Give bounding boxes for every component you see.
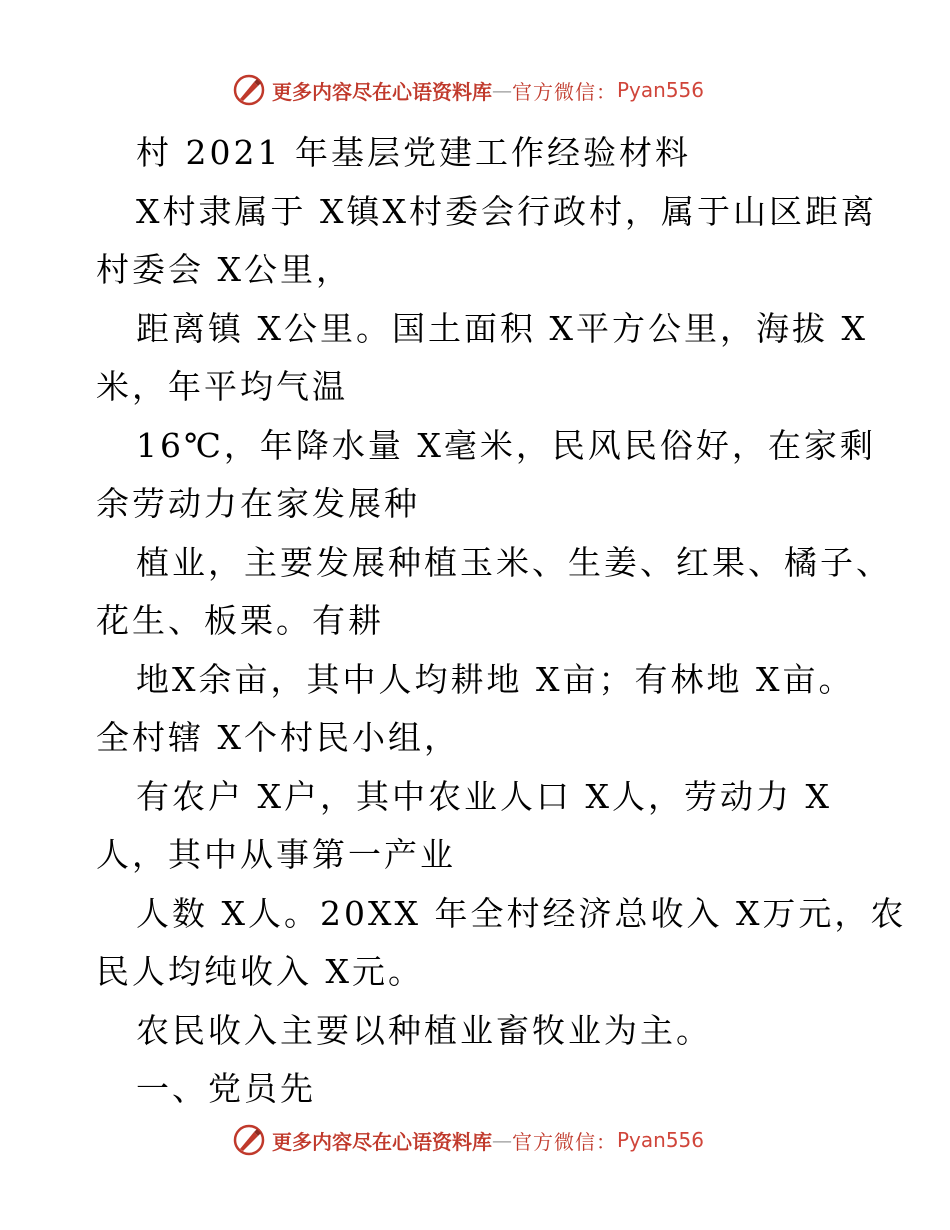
banner-main-text: 更多内容尽在心语资料库 [272, 1129, 492, 1154]
banner-handle: Pyan556 [617, 1128, 705, 1152]
paragraph-line: 全村辖 X个村民小组， [96, 718, 460, 757]
header-banner [232, 70, 704, 110]
banner-sub-text: 官方微信： [512, 79, 617, 104]
banner-main-text: 更多内容尽在心语资料库 [272, 79, 492, 104]
paragraph-line: 有农户 X户，其中农业人口 X人，劳动力 X [136, 776, 832, 816]
paragraph-line: 村委会 X公里， [96, 250, 352, 289]
document-body [96, 124, 907, 1119]
pen-logo-icon [232, 1123, 266, 1157]
paragraph-line: 人数 X人。20XX 年全村经济总收入 X万元，农 [136, 893, 907, 933]
paragraph-line: 余劳动力在家发展种 [96, 484, 420, 523]
paragraph-line: 地X余亩，其中人均耕地 X亩；有林地 X亩。 [136, 659, 855, 699]
paragraph-line: 米，年平均气温 [96, 367, 348, 406]
banner-handle: Pyan556 [617, 78, 705, 102]
paragraph-line: 植业，主要发展种植玉米、生姜、红果、橘子、 [136, 542, 892, 582]
paragraph-line: 16℃，年降水量 X毫米，民风民俗好，在家剩 [136, 425, 876, 465]
paragraph-line: X村隶属于 X镇X村委会行政村，属于山区距离 [136, 191, 877, 231]
paragraph-line: 距离镇 X公里。国土面积 X平方公里，海拔 X [136, 308, 868, 348]
pen-logo-icon [232, 73, 266, 107]
paragraph-line: 花生、板栗。有耕 [96, 601, 384, 640]
paragraph-line: 人，其中从事第一产业 [96, 835, 456, 874]
paragraph-line: 农民收入主要以种植业畜牧业为主。 [136, 1010, 712, 1050]
paragraph-line: 民人均纯收入 X元。 [96, 952, 424, 991]
document-title: 村 2021 年基层党建工作经验材料 [136, 133, 691, 172]
banner-separator: — [492, 1128, 512, 1152]
section-heading: 一、党员先 [136, 1069, 316, 1108]
banner-sub-text: 官方微信： [512, 1129, 617, 1154]
footer-banner [232, 1120, 704, 1160]
banner-separator: — [492, 78, 512, 102]
